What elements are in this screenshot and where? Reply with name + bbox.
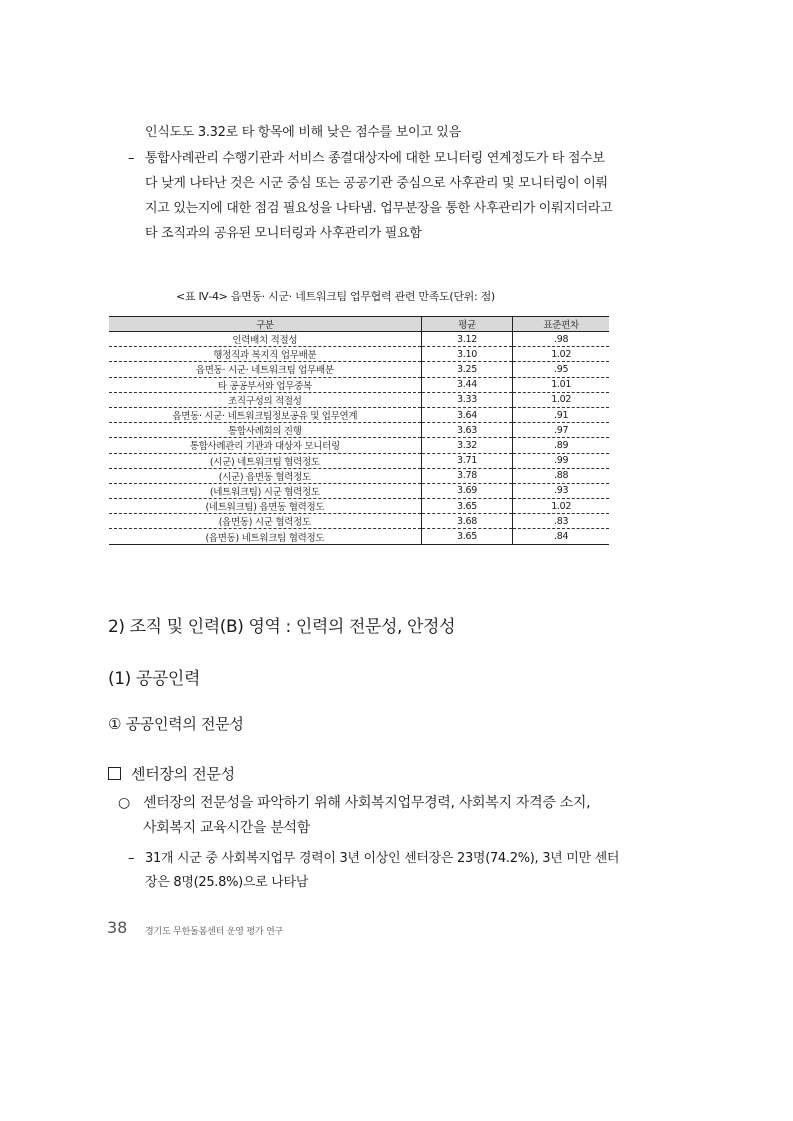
- table-row: [109, 453, 609, 468]
- box-heading-text: 센터장의 전문성: [131, 765, 235, 783]
- circle-bullet-icon: ○: [118, 795, 130, 811]
- table-row: [109, 377, 609, 392]
- row-mean: 3.68: [421, 514, 513, 529]
- row-mean: 3.65: [421, 499, 513, 514]
- bullet-line-3: 지고 있는지에 대한 점검 필요성을 나타냄. 업무분장을 통한 사후관리가 이뤄지더라고: [145, 201, 613, 216]
- table-row: [109, 392, 609, 407]
- dash-line-1: 31개 시군 중 사회복지업무 경력이 3년 이상인 센터장은 23명(74.2%), 3년 미만 센터: [145, 851, 620, 866]
- square-bullet-icon: [108, 767, 121, 780]
- header-stddev: 표준편차: [513, 317, 609, 332]
- table-row: [109, 438, 609, 453]
- row-mean: 3.63: [421, 423, 513, 438]
- row-label: (네트워크팀) 시군 협력정도: [109, 483, 421, 498]
- row-mean: 3.78: [421, 468, 513, 483]
- row-label: 읍면동· 시군· 네트워크팀 업무배분: [109, 362, 421, 377]
- dash-line-2: 장은 8명(25.8%)으로 나타남: [145, 875, 309, 890]
- row-label: 인력배치 적절성: [109, 332, 421, 347]
- dash-marker: –: [128, 851, 135, 866]
- row-mean: 3.10: [421, 347, 513, 362]
- table-caption: <표 Ⅳ-4> 읍면동· 시군· 네트워크팀 업무협력 관련 만족도(단위: 점): [176, 290, 495, 303]
- row-stddev: .98: [513, 332, 609, 347]
- row-label: 통합사례회의 진행: [109, 423, 421, 438]
- table-row: [109, 483, 609, 498]
- table-row: [109, 332, 609, 347]
- bullet-line-2: 다 낮게 나타난 것은 시군 중심 또는 공공기관 중심으로 사후관리 및 모니터링이 이뤄: [145, 176, 608, 191]
- table-header-row: [109, 317, 609, 332]
- row-mean: 3.65: [421, 529, 513, 544]
- bullet-line-4: 타 조직과의 공유된 모니터링과 사후관리가 필요함: [145, 226, 422, 241]
- row-stddev: .84: [513, 529, 609, 544]
- header-category: 구분: [109, 317, 421, 332]
- row-stddev: .99: [513, 453, 609, 468]
- table-row: [109, 347, 609, 362]
- circle-bullet-line-2: 사회복지 교육시간을 분석함: [143, 820, 310, 836]
- section-heading: 2) 조직 및 인력(B) 영역 : 인력의 전문성, 안정성: [108, 617, 456, 637]
- footer-title: 경기도 무한돌봄센터 운영 평가 연구: [145, 927, 284, 937]
- subsection-heading: (1) 공공인력: [108, 669, 200, 689]
- row-label: 읍면동· 시군· 네트워크팀정보공유 및 업무연계: [109, 407, 421, 422]
- row-label: 행정직과 복지직 업무배분: [109, 347, 421, 362]
- sub-subsection-heading: ① 공공인력의 전문성: [108, 715, 244, 733]
- row-label: (시군) 네트워크팀 협력정도: [109, 453, 421, 468]
- row-mean: 3.32: [421, 438, 513, 453]
- intro-line: 인식도도 3.32로 타 항목에 비해 낮은 점수를 보이고 있음: [145, 125, 461, 140]
- row-mean: 3.44: [421, 377, 513, 392]
- satisfaction-table: [109, 316, 609, 545]
- table-row: [109, 362, 609, 377]
- row-label: (읍면동) 네트워크팀 협력정도: [109, 529, 421, 544]
- row-stddev: 1.01: [513, 377, 609, 392]
- bullet-line-1: 통합사례관리 수행기관과 서비스 종결대상자에 대한 모니터링 연계정도가 타 점수보: [145, 151, 605, 166]
- row-mean: 3.69: [421, 483, 513, 498]
- row-label: 통합사례관리 기관과 대상자 모니터링: [109, 438, 421, 453]
- row-mean: 3.25: [421, 362, 513, 377]
- table-row: [109, 514, 609, 529]
- row-stddev: .88: [513, 468, 609, 483]
- table-row: [109, 423, 609, 438]
- row-label: 타 공공부서와 업무중복: [109, 377, 421, 392]
- row-stddev: .83: [513, 514, 609, 529]
- table-row: [109, 499, 609, 514]
- row-label: 조직구성의 적절성: [109, 392, 421, 407]
- row-stddev: .97: [513, 423, 609, 438]
- box-heading: [108, 763, 235, 784]
- table-row: [109, 468, 609, 483]
- header-mean: 평균: [421, 317, 513, 332]
- circle-bullet-line-1: 센터장의 전문성을 파악하기 위해 사회복지업무경력, 사회복지 자격증 소지,: [143, 795, 591, 811]
- row-label: (네트워크팀) 읍면동 협력정도: [109, 499, 421, 514]
- row-mean: 3.71: [421, 453, 513, 468]
- row-stddev: .89: [513, 438, 609, 453]
- table-row: [109, 529, 609, 544]
- dash-marker: –: [128, 151, 135, 166]
- row-stddev: 1.02: [513, 347, 609, 362]
- row-stddev: 1.02: [513, 499, 609, 514]
- row-stddev: .93: [513, 483, 609, 498]
- row-stddev: .95: [513, 362, 609, 377]
- row-stddev: .91: [513, 407, 609, 422]
- row-mean: 3.33: [421, 392, 513, 407]
- row-mean: 3.64: [421, 407, 513, 422]
- row-stddev: 1.02: [513, 392, 609, 407]
- row-label: (시군) 읍면동 협력정도: [109, 468, 421, 483]
- row-mean: 3.12: [421, 332, 513, 347]
- page-number: 38: [107, 918, 128, 937]
- row-label: (읍면동) 시군 협력정도: [109, 514, 421, 529]
- table-row: [109, 407, 609, 422]
